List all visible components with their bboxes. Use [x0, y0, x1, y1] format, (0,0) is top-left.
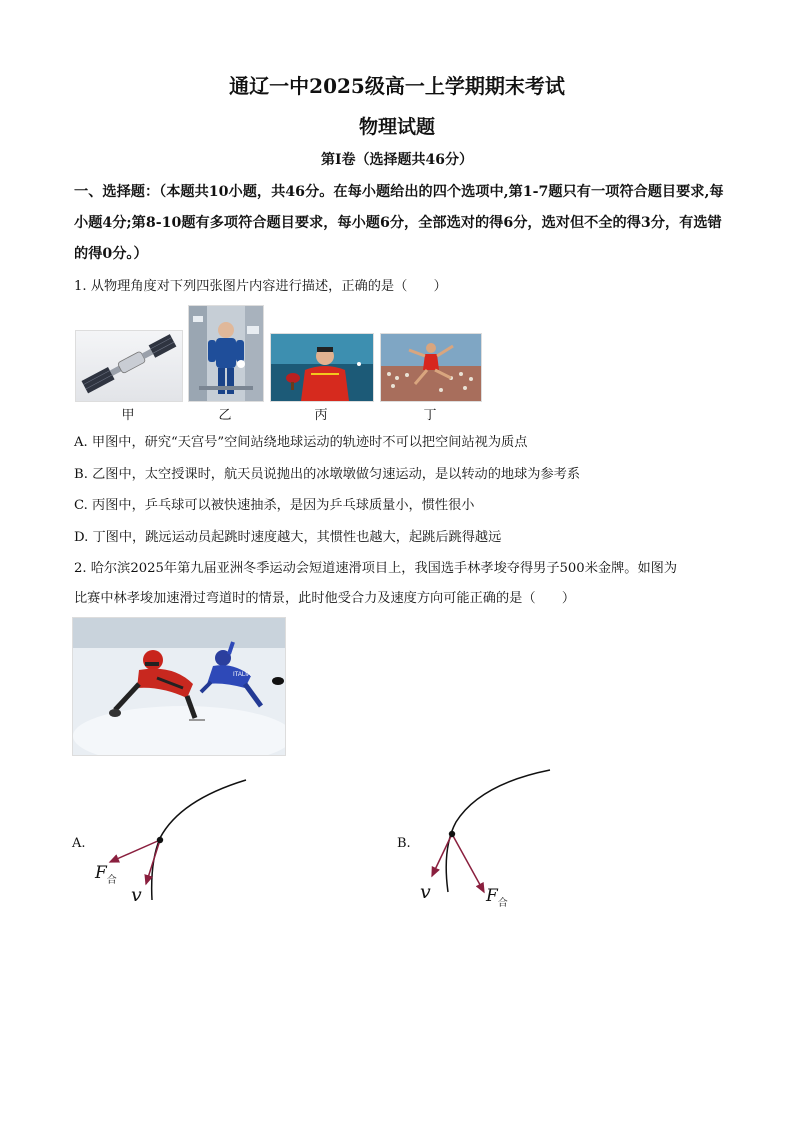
section-heading: 一、选择题：（本题共10小题，共46分。在每小题给出的四个选项中,第1-7题只有一项符合题目要求,每小题4分;第8-10题有多项符合题目要求，每小题6分，全部选对的得6分，选对但不全的得3分，有选错的得0分。）: [74, 184, 724, 262]
q2-stem-line1: 2. 哈尔滨2025年第九届亚洲冬季运动会短道速滑项目上，我国选手林孝埈夺得男子500米金牌。如图为: [74, 561, 678, 576]
velocity-label-a: v: [131, 884, 142, 906]
trajectory-curve-b: [446, 770, 550, 892]
q1-image-space-station: [75, 330, 183, 402]
q1-option-b: B. 乙图中，太空授课时，航天员说抛出的冰墩墩做匀速运动，是以转动的地球为参考系: [74, 467, 581, 482]
q2-diagram-a: [90, 770, 260, 910]
force-label-a: $F_合$: [95, 863, 117, 886]
q1-option-a: A. 甲图中，研究“天宫号”空间站绕地球运动的轨迹时不可以把空间站视为质点: [74, 435, 528, 450]
q2-option-a-label: A.: [72, 836, 86, 851]
q1-image-table-tennis: [270, 333, 374, 402]
q1-image-astronaut: [188, 305, 264, 402]
force-label-b: $F_合$: [486, 886, 508, 909]
q1-image-long-jump: [380, 333, 482, 402]
caption-ding: 丁: [423, 408, 437, 423]
exam-title: 通辽一中2025级高一上学期期末考试: [229, 74, 565, 98]
skater-point-b: [449, 831, 455, 837]
caption-bing: 丙: [314, 408, 328, 423]
q2-image-speed-skating: [72, 617, 286, 756]
force-arrow-a: [110, 840, 160, 862]
q2-stem-line2: 比赛中林孝埈加速滑过弯道时的情景，此时他受合力及速度方向可能正确的是（ ）: [74, 591, 576, 606]
skater-jersey-text: ITALIA: [233, 672, 251, 678]
subject-title: 物理试题: [358, 116, 435, 138]
q2-option-b-label: B.: [397, 836, 411, 851]
q2-diagram-b: [410, 766, 580, 906]
skater-point-a: [157, 837, 163, 843]
q1-option-d: D. 丁图中，跳远运动员起跳时速度越大，其惯性也越大，起跳后跳得越远: [74, 530, 502, 545]
velocity-arrow-a: [146, 840, 160, 884]
velocity-arrow-b: [432, 834, 452, 876]
caption-jia: 甲: [121, 408, 135, 423]
q1-stem: 1. 从物理角度对下列四张图片内容进行描述，正确的是（ ）: [74, 279, 447, 294]
trajectory-curve-a: [152, 780, 246, 900]
volume-title: 第Ⅰ卷（选择题共46分）: [320, 152, 474, 168]
velocity-label-b: v: [420, 881, 431, 903]
force-arrow-b: [452, 834, 484, 892]
caption-yi: 乙: [218, 408, 232, 423]
q1-option-c: C. 丙图中，乒乓球可以被快速抽杀，是因为乒乓球质量小，惯性很小: [74, 498, 475, 513]
